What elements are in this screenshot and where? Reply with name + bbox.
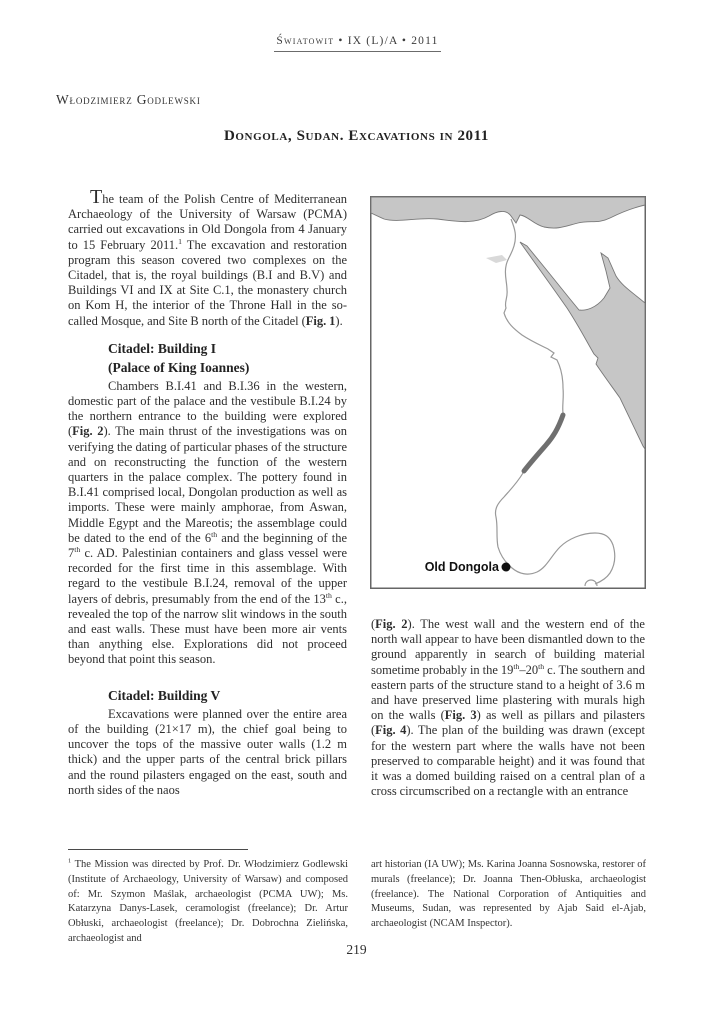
right-column-text [371,617,645,799]
nile-exit-arch [585,580,597,586]
journal-header-text: Światowit • IX (L)/A • 2011 [274,35,440,52]
figure-1-map [370,196,646,589]
author-name: Włodzimierz Godlewski [56,92,201,107]
footnote-left-column [68,858,348,947]
nile-river-upper-path [504,219,563,413]
fayum-lake-shape [486,255,507,263]
footnote-right-column [371,858,646,932]
section-heading-building-5: Citadel: Building V [108,687,221,703]
building-1-paragraph: Chambers B.I.41 and B.I.36 in the western, domestic part of the palace and the vestibule B.I.24 by the northern entrance to the building were explored (Fig. 2). The main thrust of the investigations was on verifying the dating of particular phases of the structure and on reconstructing the function of the western quarters in the palace complex. The pottery found in B.I.41 comprised local, Dongolan production as well as imports. These were mainly amphorae, from Aswan, Middle Egypt and the Mareotis; the assemblage could be dated to the end of the 6th and the beginning of the 7th c. AD. Palestinian containers and glass vessel were recorded for the first time in this assemblage. With regard to the vestibule B.I.24, removal of the upper layers of debris, presumably from the end of the 13th c., revealed the top of the narrow slit windows in the south and east walls. These must have been more air vents than anything else. Explorations did not proceed beyond that point this season. [68,378,347,667]
nile-river-lower-path [495,473,614,584]
footnote-rule [68,849,248,850]
lake-nasser-path [524,415,563,471]
section-heading-building-1-line2: (Palace of King Ioannes) [108,359,250,375]
building-5-paragraph: Excavations were planned over the entire area of the building (21×17 m), the chief goal being to uncover the tops of the massive outer walls (1.2 m thick) and the upper parts of the central brick pillars and the round pilasters engaged on the east, south and north sides of the naos [68,706,347,797]
page-number: 219 [346,942,367,957]
section-heading-building-1-line1: Citadel: Building I [108,340,217,356]
journal-header [0,31,715,52]
site-label: Old Dongola [424,560,499,574]
site-marker-dot [502,563,511,572]
footnote-1-left: $^1$ The Mission was directed by Prof. Dr. Włodzimierz Godlewski (Institute of Archaeology, University of Warsaw) and composed of: Mr. Szymon Maślak, archaeologist (PCMA UW); Ms. Katarzyna Danys-Lasek, ceramologist (freelance); Dr. Artur Obłuski, archaeologist (freelance); Dr. Dobrochna Zielińska, archaeologist and [68,857,348,944]
intro-paragraph: The team of the Polish Centre of Mediterranean Archaeology of the University of Warsaw (PCMA) carried out excavations in Old Dongola from 4 January to 15 February 2011.$^1$ The excavation and restoration program this season covered two complexes on the Citadel, that is, the royal buildings (B.I and B.V) and Buildings VI and IX at Site C.1, the monastery church on Kom H, the interior of the Throne Hall in the so-called Mosque, and Site B north of the Citadel (Fig. 1). [68,186,347,328]
article-title: Dongola, Sudan. Excavations in 2011 [223,128,490,144]
mediterranean-sea-shape [371,197,645,228]
left-column [68,186,347,798]
footnote-1-right: art historian (IA UW); Ms. Karina Joanna Sosnowska, restorer of murals (freelance); Dr. Joanna Then-Obłuska, archaeologist (freelance). The National Corporation of Antiquities and Museums, Sudan, was represented by Ajab Said el-Ajab, archaeologist (NCAM Inspector). [371,859,646,930]
building-5-continued-paragraph: (Fig. 2). The west wall and the western end of the north wall appear to have been dismantled down to the ground apparently in search of building material sometime probably in the 19th–20th c. The southern and eastern parts of the structure stand to a height of 3.6 m and have preserved lime plastering with murals high on the walls (Fig. 3) as well as pillars and pilasters (Fig. 4). The plan of the building was drawn (except for the western part where the walls have not been preserved to comparable height) and it was found that it was a domed building raised on a central plan of a cross circumscribed on a rectangle with an entrance [371,617,645,799]
red-sea-shape [520,242,645,449]
